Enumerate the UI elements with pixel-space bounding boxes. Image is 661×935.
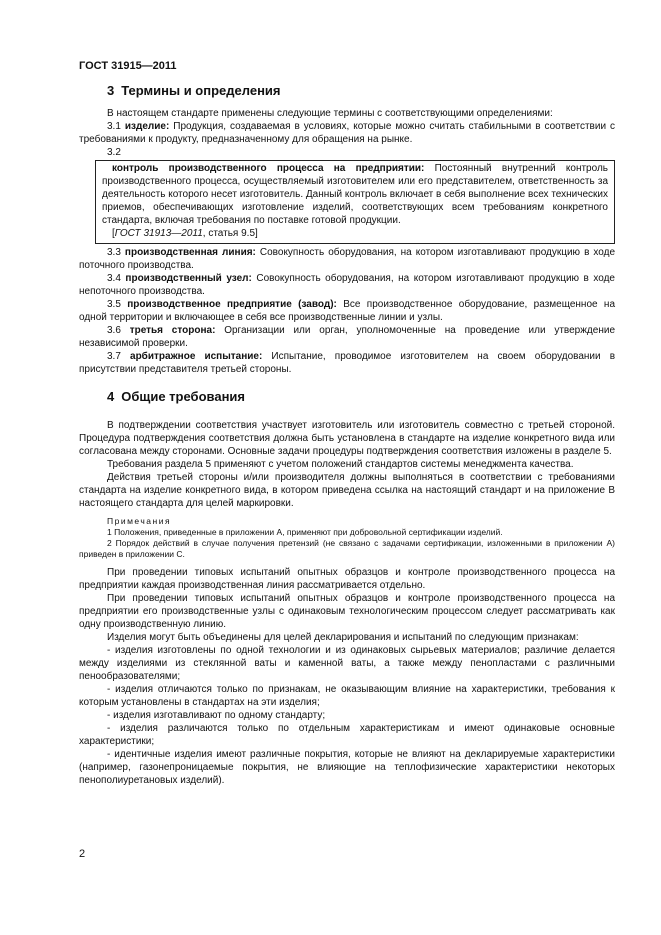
term-number: 3.1: [107, 121, 121, 132]
document-header: ГОСТ 31915—2011: [79, 60, 177, 72]
note-item: 2 Порядок действий в случае получения претензий (не связано с задачами сертификации, изложенными в приложении А) приведен в приложении С.: [79, 538, 615, 559]
term-3-3: [79, 246, 615, 272]
term-3-1: [79, 120, 615, 146]
list-item: - изделия отличаются только по признакам, не оказывающим влияние на характеристики, требования к которым установлены в стандартах на эти изделия;: [79, 684, 615, 708]
term-definition: Испытание, проводимое изготовителем на своем оборудовании в присутствии представителя третьей стороны.: [79, 351, 616, 375]
notes-block: [79, 516, 615, 560]
term-number: 3.7: [107, 351, 121, 362]
term-name: изделие:: [124, 121, 170, 132]
term-source-reference: [ГОСТ 31913—2011, статья 9.5]: [112, 228, 258, 239]
term-name: контроль производственного процесса на предприятии:: [112, 163, 425, 174]
term-3-5: [79, 298, 615, 324]
section-3-heading: [107, 84, 615, 97]
list-item: - изделия различаются только по отдельным характеристикам и имеют одинаковые основные характеристики;: [79, 723, 615, 747]
paragraph: В подтверждении соответствия участвует изготовитель или изготовитель совместно с третьей стороной. Процедура подтверждения соответствия должна быть установлена в стандарте на изделие конкретного вида или согласована между сторонами. Основные задачи процедуры подтверждения соответствия изложены в разделе 5.: [79, 420, 615, 457]
term-3-2-number: 3.2: [107, 147, 121, 158]
term-definition: Продукция, создаваемая в условиях, которые можно считать стабильными в соответствии с требованиями к продукту, предназначенному для обращения на рынке.: [79, 121, 615, 145]
paragraph: Требования раздела 5 применяют с учетом положений стандартов системы менеджмента качества.: [107, 459, 574, 470]
term-number: 3.5: [107, 299, 121, 310]
term-definition: Совокупность оборудования, на котором изготавливают продукцию в ходе непоточного производства.: [79, 273, 615, 297]
source-article: , статья 9.5]: [202, 228, 258, 239]
term-number: 3.6: [107, 325, 121, 336]
term-definition: Организации или орган, уполномоченные на проведение или утверждение независимой проверки.: [79, 325, 616, 349]
section-4-heading: [107, 390, 615, 403]
section-title: Общие требования: [121, 389, 245, 404]
page-number: 2: [79, 848, 86, 860]
term-3-2: [102, 162, 608, 227]
list-item: - изделия изготавливают по одному стандарту;: [107, 710, 326, 721]
list-item: - идентичные изделия имеют различные покрытия, которые не влияют на декларируемые характеристики (например, газонепроницаемые покрытия, не влияющие на теплофизические характеристики некоторых пенополиуретановых изделий).: [79, 749, 615, 786]
term-definition: Все производственное оборудование, размещенное на одной территории и включающее в себя все производственные линии и узлы.: [79, 299, 615, 323]
term-definition: Постоянный внутренний контроль производственного процесса, осуществляемый изготовителем или его представителем, ответственность за деятельность которого несет изготовитель. Данный контроль включает в себя выполнение всех технических приемов, обеспечивающих изготовление изделий, соответствующих всем требованиям конкретного стандарта, включая требования по поставке готовой продукции.: [102, 163, 608, 226]
list-item: - изделия изготовлены по одной технологии и из одинаковых сырьевых материалов; различие делается между изделиями из стеклянной ваты и каменной ваты, а также между пенопластами с различными пенообразователями;: [79, 645, 615, 682]
paragraph: При проведении типовых испытаний опытных образцов и контроле производственного процесса на предприятии каждая производственная линия рассматривается отдельно.: [79, 567, 615, 591]
term-name: производственная линия:: [124, 247, 256, 258]
term-3-6: [79, 324, 615, 350]
term-name: арбитражное испытание:: [130, 351, 263, 362]
section-title: Термины и определения: [121, 83, 281, 98]
section-3-intro: В настоящем стандарте применены следующие термины с соответствующими определениями:: [107, 108, 553, 119]
note-item: 1 Положения, приведенные в приложении А, применяют при добровольной сертификации изделий.: [107, 527, 503, 537]
paragraph: Изделия могут быть объединены для целей декларирования и испытаний по следующим признакам:: [107, 632, 579, 643]
paragraph: При проведении типовых испытаний опытных образцов и контроле производственного процесса на предприятии его производственные узлы с одинаковым технологическим процессом следует рассматривать как одну производственную линию.: [79, 593, 615, 630]
section-number: 4: [107, 389, 115, 404]
term-name: третья сторона:: [129, 325, 216, 336]
term-definition: Совокупность оборудования, на котором изготавливают продукцию в ходе поточного производства.: [79, 247, 616, 271]
term-name: производственное предприятие (завод):: [127, 299, 337, 310]
term-number: 3.3: [107, 247, 121, 258]
term-name: производственный узел:: [125, 273, 252, 284]
term-number: 3.4: [107, 273, 121, 284]
notes-title: Примечания: [107, 516, 172, 526]
document-body: [79, 84, 615, 787]
term-3-4: [79, 272, 615, 298]
source-document: ГОСТ 31913—2011: [114, 228, 203, 239]
term-3-7: [79, 350, 615, 376]
paragraph: Действия третьей стороны и/или производителя должны выполняться в соответствии с требованиями стандарта на изделие конкретного вида, в котором приведена ссылка на настоящий стандарт и на приложение В настоящего стандарта для целей маркировки.: [79, 472, 615, 509]
quoted-term-box: [95, 160, 615, 244]
section-number: 3: [107, 83, 115, 98]
